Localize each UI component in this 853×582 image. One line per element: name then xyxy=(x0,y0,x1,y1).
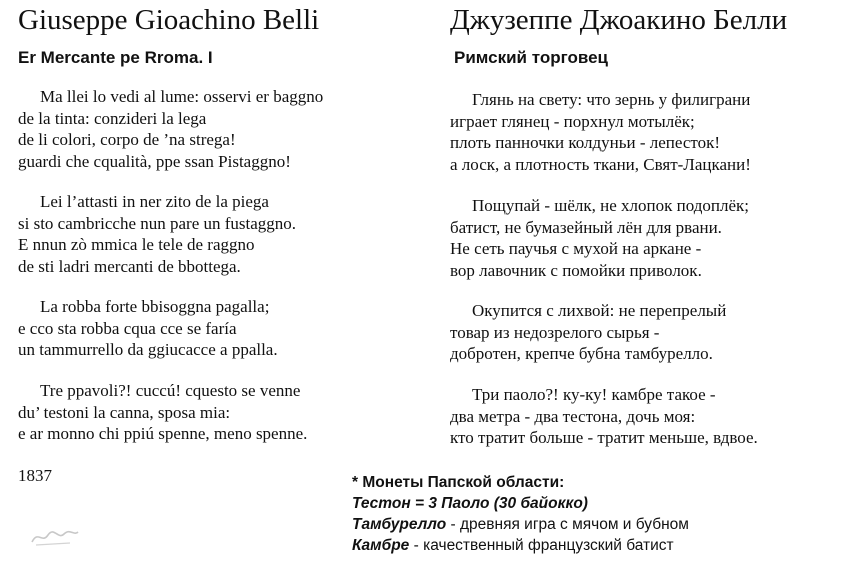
stanza-russian-2 xyxy=(450,195,749,281)
poem-line: Глянь на свету: что зернь у филиграни xyxy=(472,90,751,109)
footnote-definition: - древняя игра с мячом и бубном xyxy=(446,516,689,533)
poem-line: кто тратит больше - тратит меньше, вдвое. xyxy=(450,428,758,447)
poem-line: два метра - два тестона, дочь моя: xyxy=(450,406,696,426)
signature-mark xyxy=(30,526,80,548)
footnote-teston xyxy=(352,493,689,514)
poem-year: 1837 xyxy=(18,466,52,485)
poem-line: guardi che cqualità, ppe ssan Pistaggno! xyxy=(18,151,291,171)
poem-line: играет глянец - порхнул мотылёк; xyxy=(450,111,695,131)
poem-line: а лоск, а плотность ткани, Свят-Лацкани! xyxy=(450,154,751,174)
footnote-cambric xyxy=(352,535,689,556)
stanza-italian-2 xyxy=(18,191,296,277)
poem-line: Ma llei lo vedi al lume: osservi er baggno xyxy=(40,87,324,106)
author-italian: Giuseppe Gioachino Belli xyxy=(18,4,320,36)
stanza-russian-3 xyxy=(450,300,726,365)
poem-line: плоть панночки колдуньи - лепесток! xyxy=(450,133,721,152)
footnote-term: Тамбурелло xyxy=(352,516,447,533)
poem-line: Три паоло?! ку-ку! камбре такое - xyxy=(472,385,716,404)
stanza-russian-1 xyxy=(450,89,751,175)
poem-line: du’ testoni la canna, sposa mia: xyxy=(18,402,231,422)
stanza-italian-3 xyxy=(18,296,278,361)
poem-line: Пощупай - шёлк, не хлопок подоплёк; xyxy=(472,196,749,215)
footnote-heading: * Монеты Папской области: xyxy=(352,474,565,491)
poem-line: Не сеть паучья с мухой на аркане - xyxy=(450,239,702,258)
footnote-tamburello xyxy=(352,514,689,535)
poem-line: un tammurrello da ggiucacce a ppalla. xyxy=(18,340,278,359)
poem-line: de sti ladri mercanti de bbottega. xyxy=(18,256,241,276)
poem-line: de li colori, corpo de ’na strega! xyxy=(18,130,236,149)
footnote-teston-text: Тестон = 3 Паоло (30 байокко) xyxy=(352,495,588,512)
stanza-italian-1 xyxy=(18,86,323,172)
author-russian: Джузеппе Джоакино Белли xyxy=(450,4,788,36)
stanza-italian-4 xyxy=(18,380,307,445)
poem-line: si sto cambricche nun pare un fustaggno. xyxy=(18,213,297,233)
poem-line: батист, не бумазейный лён для рвани. xyxy=(450,217,722,237)
poem-line: добротен, крепче бубна тамбурелло. xyxy=(450,344,713,363)
poem-line: e cco sta robba cqua cce se faría xyxy=(18,318,237,338)
poem-line: Tre ppavoli?! cuccú! cquesto se venne xyxy=(40,381,301,400)
poem-line: de la tinta: conzideri la lega xyxy=(18,108,207,128)
poem-line: Окупится с лихвой: не перепрелый xyxy=(472,301,727,320)
poem-line: Lei l’attasti in ner zito de la piega xyxy=(40,192,269,211)
stanza-russian-4 xyxy=(450,384,758,449)
footnotes xyxy=(352,472,689,556)
poem-line: вор лавочник с помойки приволок. xyxy=(450,260,702,280)
footnote-term: Камбре xyxy=(352,537,410,554)
poem-title-italian: Er Mercante pe Rroma. I xyxy=(18,48,213,67)
poem-line: La robba forte bbisoggna pagalla; xyxy=(40,297,270,316)
footnote-definition: - качественный французский батист xyxy=(409,537,674,554)
poem-title-russian: Римский торговец xyxy=(454,48,608,67)
poem-line: e ar monno chi ppiú spenne, meno spenne. xyxy=(18,424,308,443)
poem-line: E nnun zò mmica le tele de raggno xyxy=(18,235,255,254)
poem-line: товар из недозрелого сырья - xyxy=(450,322,660,342)
